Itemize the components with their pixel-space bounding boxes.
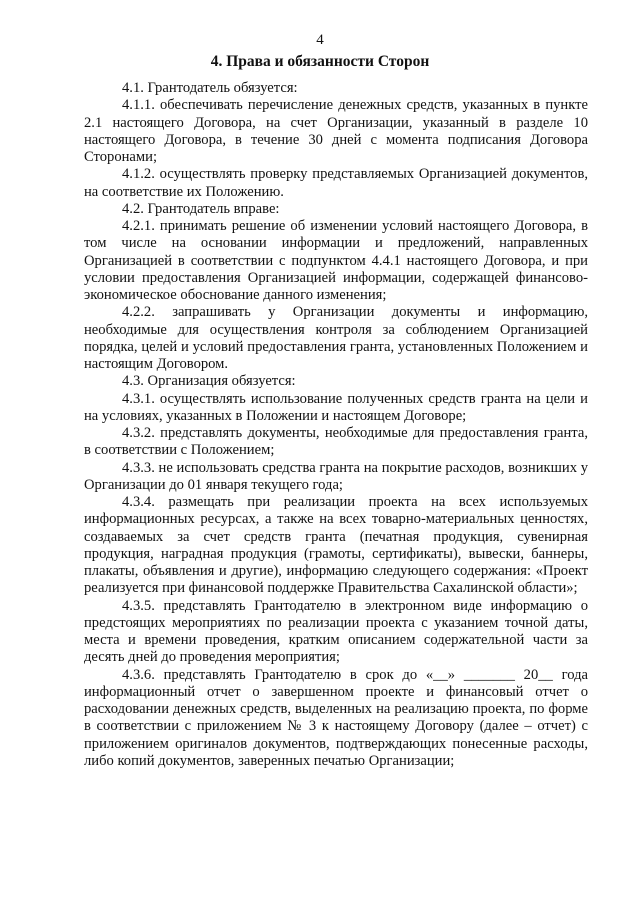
paragraph-4-3-3: 4.3.3. не использовать средства гранта на покрытие расходов, возникших у Организации до 01 января текущего года; xyxy=(84,459,588,493)
paragraph-4-2: 4.2. Грантодатель вправе: xyxy=(122,200,280,217)
section-heading: 4. Права и обязанности Сторон xyxy=(210,53,430,70)
paragraph-4-2-1: 4.2.1. принимать решение об изменении условий настоящего Договора, в том числе на основании информации и предложений, направленных Организацией в соответствии с подпунктом 4.4.1 настоящего Договора, и при условии предоставления Организацией информации, содержащей финансово-экономическое обоснование данного изменения; xyxy=(84,218,588,303)
paragraph-4-1: 4.1. Грантодатель обязуется: xyxy=(122,80,298,96)
document-body xyxy=(84,80,588,770)
paragraph-4-3-5: 4.3.5. представлять Грантодателю в электронном виде информацию о предстоящих мероприятиях по реализации проекта с указанием точной даты, места и времени проведения, кратким описанием содержательной части за десять дней до проведения мероприятия; xyxy=(84,597,588,666)
paragraph-4-3-1: 4.3.1. осуществлять использование полученных средств гранта на цели и на условиях, указанных в Положении и настоящем Договоре; xyxy=(84,390,588,424)
paragraph-4-3-4: 4.3.4. размещать при реализации проекта на всех используемых информационных ресурсах, а также на всех товарно-материальных ценностях, создаваемых за счет средств гранта (печатная продукция, сувенирная продукция, наградная продукция (грамоты, сертификаты), вывески, баннеры, плакаты, объявления и другие), информацию следующего содержания: «Проект реализуется при финансовой поддержке Правительства Сахалинской области»; xyxy=(84,494,588,597)
paragraph-4-3-6: 4.3.6. представлять Грантодателю в срок до «__» _______ 20__ года информационный отчет о завершенном проекте и финансовый отчет о расходовании денежных средств, выделенных на реализацию проекта, по форме в соответствии с приложением № 3 к настоящему Договору (далее – отчет) с приложением оригиналов документов, подтверждающих понесенные расходы, либо копий документов, заверенных печатью Организации; xyxy=(84,666,588,769)
paragraph-4-2-2: 4.2.2. запрашивать у Организации документы и информацию, необходимые для осуществления контроля за соблюдением Организацией порядка, целей и условий предоставления гранта, установленных Положением и настоящим Договором. xyxy=(84,304,588,372)
paragraph-4-1-2: 4.1.2. осуществлять проверку представляемых Организацией документов, на соответствие их Положению. xyxy=(84,166,588,200)
paragraph-4-1-1: 4.1.1. обеспечивать перечисление денежных средств, указанных в пункте 2.1 настоящего Договора, на счет Организации, указанный в разделе 10 настоящего Договора, в течение 30 дней с момента подписания Договора Сторонами; xyxy=(84,97,588,165)
paragraph-4-3: 4.3. Организация обязуется: xyxy=(122,373,296,390)
paragraph-4-3-2: 4.3.2. представлять документы, необходимые для предоставления гранта, в соответствии с Положением; xyxy=(84,425,588,459)
page-number: 4 xyxy=(316,32,324,48)
